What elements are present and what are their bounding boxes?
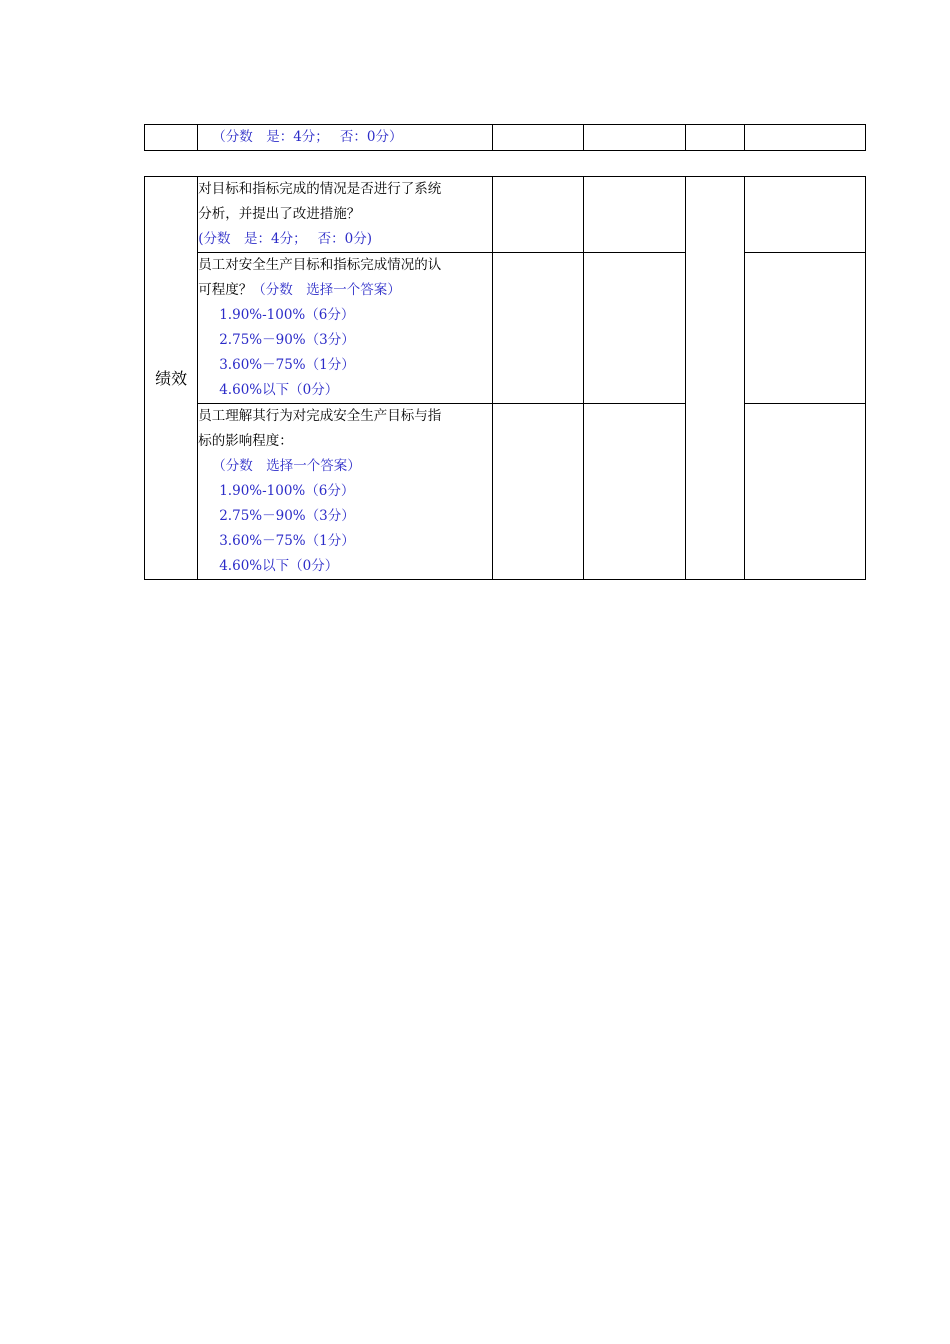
- evidence-cell: [583, 177, 685, 253]
- scoring-table-continued: [144, 124, 866, 151]
- answer-option: 1.90%-100%（6分）: [219, 483, 355, 499]
- answer-option: 4.60%以下（0分）: [219, 382, 339, 398]
- question-cell: [198, 125, 493, 151]
- score-cell: [493, 177, 583, 253]
- table-row: [145, 177, 866, 253]
- question-text: 员工对安全生产目标和指标完成情况的认: [198, 257, 442, 273]
- scoring-table-performance: [144, 176, 866, 580]
- score-note: (分数 是：4分； 否：0分): [198, 231, 372, 247]
- question-text-line: [198, 278, 492, 303]
- answer-option: 3.60%－75%（1分）: [219, 357, 355, 373]
- subtotal-cell: [686, 177, 745, 580]
- answer-option: 1.90%-100%（6分）: [219, 307, 355, 323]
- question-cell: [198, 404, 493, 580]
- score-note: （分数 选择一个答案）: [252, 282, 401, 298]
- table-row: [145, 404, 866, 580]
- score-note: （分数 选择一个答案）: [212, 458, 361, 474]
- remark-cell: [745, 404, 866, 580]
- answer-option: 2.75%－90%（3分）: [219, 508, 355, 524]
- table-row: [145, 253, 866, 404]
- subtotal-cell: [686, 125, 745, 151]
- category-label: 绩效: [145, 177, 198, 580]
- remark-cell: [745, 177, 866, 253]
- question-text: 对目标和指标完成的情况是否进行了系统: [198, 181, 442, 197]
- score-cell: [493, 125, 583, 151]
- question-text: 可程度？: [198, 282, 253, 298]
- category-cell: [145, 125, 198, 151]
- answer-option: 2.75%－90%（3分）: [219, 332, 355, 348]
- score-cell: [493, 253, 583, 404]
- question-text: 员工理解其行为对完成安全生产目标与指: [198, 408, 442, 424]
- table-row: [145, 125, 866, 151]
- question-text: 分析，并提出了改进措施？: [198, 206, 361, 222]
- score-note: （分数 是：4分； 否：0分）: [212, 129, 403, 145]
- evidence-cell: [583, 404, 685, 580]
- remark-cell: [745, 253, 866, 404]
- question-text: 标的影响程度：: [198, 433, 293, 449]
- evidence-cell: [583, 253, 685, 404]
- question-cell: [198, 253, 493, 404]
- question-cell: [198, 177, 493, 253]
- remark-cell: [745, 125, 866, 151]
- evidence-cell: [583, 125, 685, 151]
- answer-option: 3.60%－75%（1分）: [219, 533, 355, 549]
- score-cell: [493, 404, 583, 580]
- answer-option: 4.60%以下（0分）: [219, 558, 339, 574]
